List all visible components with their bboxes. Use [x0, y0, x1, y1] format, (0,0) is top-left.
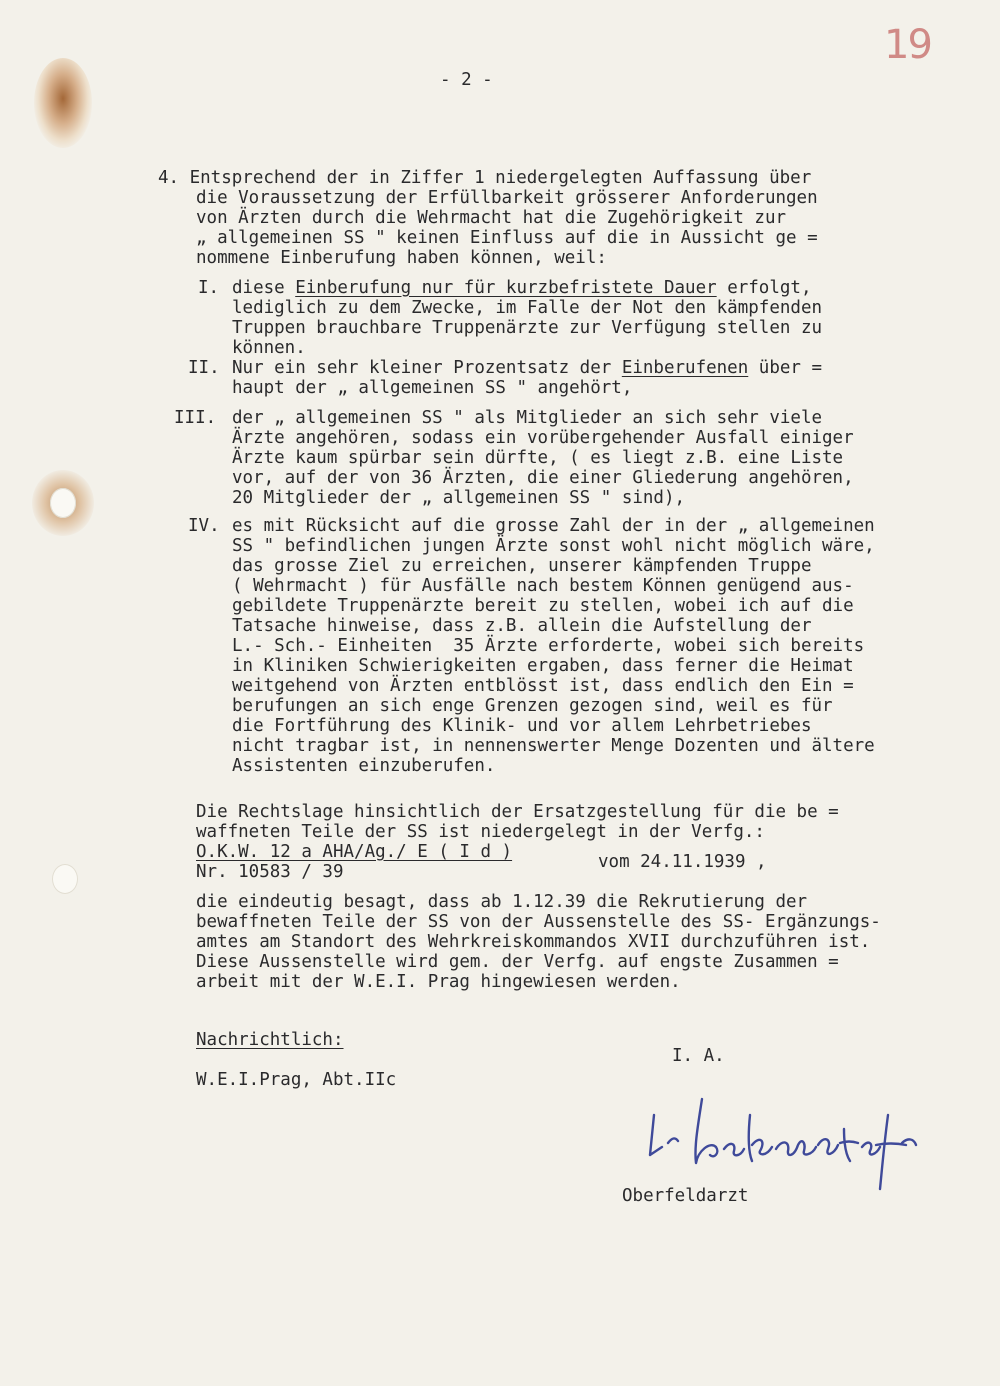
- signer-title: Oberfeldarzt: [622, 1186, 749, 1206]
- text-line: [232, 358, 822, 378]
- text-line: die eindeutig besagt, dass ab 1.12.39 die Rekrutierung der: [196, 892, 808, 912]
- text-line: haupt der „ allgemeinen SS " angehört,: [232, 378, 633, 398]
- list-numeral: II.: [188, 358, 220, 378]
- text-line: der „ allgemeinen SS " als Mitglieder an sich sehr viele: [232, 408, 823, 428]
- text-line: lediglich zu dem Zwecke, im Falle der Not den kämpfenden: [232, 298, 823, 318]
- ia-mark: I. A.: [672, 1046, 725, 1066]
- text-line: Ärzte kaum spürbar sein dürfte, ( es liegt z.B. eine Liste: [232, 448, 844, 468]
- text-line: Assistenten einzuberufen.: [232, 756, 496, 776]
- text-line: Diese Aussenstelle wird gem. der Verfg. auf engste Zusammen =: [196, 952, 839, 972]
- handwritten-signature: [640, 1085, 940, 1195]
- text-line: waffneten Teile der SS ist niedergelegt in der Verfg.:: [196, 822, 765, 842]
- text-run: erfolgt,: [716, 278, 812, 298]
- text-line: SS " befindlichen jungen Ärzte sonst wohl nicht möglich wäre,: [232, 536, 875, 556]
- punch-hole: [52, 864, 78, 894]
- text-line: Die Rechtslage hinsichtlich der Ersatzgestellung für die be =: [196, 802, 839, 822]
- underlined-text: Einberufung nur für kurzbefristete Dauer: [295, 278, 717, 298]
- order-reference: O.K.W. 12 a AHA/Ag./ E ( I d ): [196, 842, 513, 862]
- text-line: „ allgemeinen SS " keinen Einfluss auf die in Aussicht ge =: [196, 228, 818, 248]
- underlined-text: Einberufenen: [621, 358, 749, 378]
- text-line: Tatsache hinweise, dass z.B. allein die Aufstellung der: [232, 616, 812, 636]
- text-line: es mit Rücksicht auf die grosse Zahl der in der „ allgemeinen: [232, 516, 875, 536]
- text-line: das grosse Ziel zu erreichen, unserer kämpfenden Truppe: [232, 556, 812, 576]
- list-numeral: IV.: [188, 516, 220, 536]
- text-line: berufungen an sich enge Grenzen gezogen sind, weil es für: [232, 696, 833, 716]
- order-number: Nr. 10583 / 39: [196, 862, 344, 882]
- text-line: ( Wehrmacht ) für Ausfälle nach bestem Können genügend aus-: [232, 576, 854, 596]
- text-line: können.: [232, 338, 306, 358]
- text-line: arbeit mit der W.E.I. Prag hingewiesen werden.: [196, 972, 681, 992]
- text-line: nommene Einberufung haben können, weil:: [196, 248, 607, 268]
- list-numeral: I.: [198, 278, 220, 298]
- text-line: die Fortführung des Klinik- und vor allem Lehrbetriebes: [232, 716, 812, 736]
- text-line: vor, auf der von 36 Ärzten, die einer Gliederung angehören,: [232, 468, 854, 488]
- text-line: 4. Entsprechend der in Ziffer 1 niedergelegten Auffassung über: [158, 168, 812, 188]
- order-date: vom 24.11.1939 ,: [598, 852, 767, 872]
- text-run: diese: [232, 278, 296, 298]
- text-run: Nur ein sehr kleiner Prozentsatz der: [232, 358, 622, 378]
- rust-stain: [34, 58, 92, 148]
- text-line: die Voraussetzung der Erfüllbarkeit grösserer Anforderungen: [196, 188, 818, 208]
- text-line: weitgehend von Ärzten entblösst ist, dass endlich den Ein =: [232, 676, 854, 696]
- text-line: nicht tragbar ist, in nennenswerter Menge Dozenten und ältere: [232, 736, 875, 756]
- text-line: [232, 278, 811, 298]
- text-line: gebildete Truppenärzte bereit zu stellen, wobei ich auf die: [232, 596, 854, 616]
- nachrichtlich-recipient: W.E.I.Prag, Abt.IIc: [196, 1070, 397, 1090]
- page-number: - 2 -: [440, 70, 493, 90]
- text-line: L.- Sch.- Einheiten 35 Ärzte erforderte, wobei sich bereits: [232, 636, 865, 656]
- foliation-mark: 19: [884, 22, 931, 68]
- text-run: über =: [748, 358, 823, 378]
- text-line: 20 Mitglieder der „ allgemeinen SS " sind),: [232, 488, 686, 508]
- text-line: in Kliniken Schwierigkeiten ergaben, dass ferner die Heimat: [232, 656, 854, 676]
- punch-hole: [50, 488, 76, 518]
- text-line: Truppen brauchbare Truppenärzte zur Verfügung stellen zu: [232, 318, 823, 338]
- nachrichtlich-label: Nachrichtlich:: [196, 1030, 344, 1050]
- text-line: von Ärzten durch die Wehrmacht hat die Zugehörigkeit zur: [196, 208, 787, 228]
- text-line: Ärzte angehören, sodass ein vorübergehender Ausfall einiger: [232, 428, 854, 448]
- list-numeral: III.: [174, 408, 217, 428]
- text-line: amtes am Standort des Wehrkreiskommandos XVII durchzuführen ist.: [196, 932, 871, 952]
- text-line: bewaffneten Teile der SS von der Aussenstelle des SS- Ergänzungs-: [196, 912, 881, 932]
